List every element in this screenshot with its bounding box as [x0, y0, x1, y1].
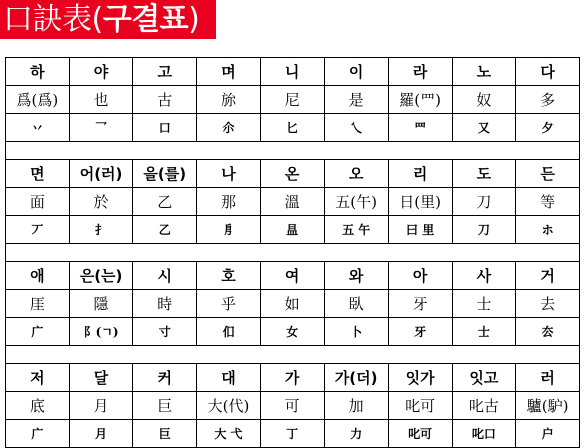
hanja-cell: 尼: [260, 86, 324, 114]
korean-reading-cell: 아: [388, 262, 452, 290]
gugyeol-symbol-cell: 大 弋: [197, 420, 261, 448]
hanja-cell: 多: [516, 86, 580, 114]
korean-reading-cell: 라: [388, 58, 452, 86]
hanja-cell: 可: [260, 392, 324, 420]
gugyeol-symbol-cell: 阝(ㄱ): [69, 318, 133, 346]
korean-reading-cell: 리: [388, 160, 452, 188]
gugyeol-symbol-cell: 丷: [6, 114, 70, 142]
korean-reading-cell: 가: [260, 364, 324, 392]
hanja-cell: 驢(馿): [516, 392, 580, 420]
gugyeol-table-body: [6, 58, 580, 448]
korean-reading-cell: 고: [133, 58, 197, 86]
hanja-cell: 臥: [324, 290, 388, 318]
hanja-cell: 牙: [388, 290, 452, 318]
korean-reading-cell: 대: [197, 364, 261, 392]
korean-row: [6, 364, 580, 392]
hanja-cell: 巨: [133, 392, 197, 420]
gugyeol-symbol-cell: 罒: [388, 114, 452, 142]
hanja-cell: 等: [516, 188, 580, 216]
hanja-cell: 加: [324, 392, 388, 420]
gugyeol-row: [6, 114, 580, 142]
hanja-cell: 乎: [197, 290, 261, 318]
hanja-cell: 旀: [197, 86, 261, 114]
section-divider-row: [6, 244, 580, 262]
hanja-cell: 厓: [6, 290, 70, 318]
korean-row: [6, 262, 580, 290]
gugyeol-table: [5, 57, 580, 448]
korean-reading-cell: 다: [516, 58, 580, 86]
korean-reading-cell: 노: [452, 58, 516, 86]
korean-reading-cell: 며: [197, 58, 261, 86]
korean-row: [6, 160, 580, 188]
korean-reading-cell: 저: [6, 364, 70, 392]
korean-reading-cell: 도: [452, 160, 516, 188]
gugyeol-symbol-cell: 曰 里: [388, 216, 452, 244]
hanja-cell: 士: [452, 290, 516, 318]
gugyeol-symbol-cell: 寸: [133, 318, 197, 346]
hanja-row: [6, 392, 580, 420]
hanja-cell: 如: [260, 290, 324, 318]
hanja-cell: 底: [6, 392, 70, 420]
hanja-cell: 也: [69, 86, 133, 114]
hanja-row: [6, 290, 580, 318]
korean-reading-cell: 을(를): [133, 160, 197, 188]
hanja-cell: 五(午): [324, 188, 388, 216]
gugyeol-symbol-cell: 尒: [197, 114, 261, 142]
korean-reading-cell: 애: [6, 262, 70, 290]
title-hanja: 口訣表(: [3, 2, 103, 37]
hanja-cell: 刀: [452, 188, 516, 216]
gugyeol-symbol-cell: 月: [69, 420, 133, 448]
korean-reading-cell: 온: [260, 160, 324, 188]
korean-reading-cell: 어(러): [69, 160, 133, 188]
hanja-cell: 時: [133, 290, 197, 318]
hanja-row: [6, 188, 580, 216]
korean-row: [6, 58, 580, 86]
korean-reading-cell: 은(는): [69, 262, 133, 290]
hanja-cell: 日(里): [388, 188, 452, 216]
korean-reading-cell: 사: [452, 262, 516, 290]
title-korean: 구결표: [102, 2, 189, 37]
korean-reading-cell: 커: [133, 364, 197, 392]
korean-reading-cell: 잇가: [388, 364, 452, 392]
hanja-cell: 溫: [260, 188, 324, 216]
korean-reading-cell: 면: [6, 160, 70, 188]
gugyeol-symbol-cell: 丆: [6, 216, 70, 244]
section-divider-cell: [6, 346, 580, 364]
hanja-cell: 是: [324, 86, 388, 114]
hanja-cell: 大(代): [197, 392, 261, 420]
gugyeol-symbol-cell: 口: [133, 114, 197, 142]
gugyeol-row: [6, 318, 580, 346]
gugyeol-symbol-cell: 乙: [133, 216, 197, 244]
gugyeol-symbol-cell: 广: [6, 318, 70, 346]
gugyeol-symbol-cell: 力: [324, 420, 388, 448]
hanja-cell: 叱可: [388, 392, 452, 420]
hanja-cell: 月: [69, 392, 133, 420]
hanja-cell: 叱古: [452, 392, 516, 420]
hanja-cell: 乙: [133, 188, 197, 216]
korean-reading-cell: 달: [69, 364, 133, 392]
gugyeol-symbol-cell: 乛: [69, 114, 133, 142]
korean-reading-cell: 러: [516, 364, 580, 392]
gugyeol-symbol-cell: 叱口: [452, 420, 516, 448]
hanja-row: [6, 86, 580, 114]
section-divider-row: [6, 142, 580, 160]
gugyeol-symbol-cell: 叱可: [388, 420, 452, 448]
section-divider-row: [6, 346, 580, 364]
gugyeol-symbol-cell: 㐆: [197, 216, 261, 244]
hanja-cell: 奴: [452, 86, 516, 114]
korean-reading-cell: 호: [197, 262, 261, 290]
hanja-cell: 隱: [69, 290, 133, 318]
korean-reading-cell: 여: [260, 262, 324, 290]
gugyeol-symbol-cell: 牙: [388, 318, 452, 346]
gugyeol-symbol-cell: 匕: [260, 114, 324, 142]
korean-reading-cell: 니: [260, 58, 324, 86]
section-divider-cell: [6, 244, 580, 262]
korean-reading-cell: 잇고: [452, 364, 516, 392]
korean-reading-cell: 시: [133, 262, 197, 290]
korean-reading-cell: 오: [324, 160, 388, 188]
section-divider-cell: [6, 142, 580, 160]
hanja-cell: 古: [133, 86, 197, 114]
gugyeol-symbol-cell: 刀: [452, 216, 516, 244]
gugyeol-symbol-cell: 又: [452, 114, 516, 142]
gugyeol-symbol-cell: 乀: [324, 114, 388, 142]
korean-reading-cell: 와: [324, 262, 388, 290]
gugyeol-symbol-cell: ホ: [516, 216, 580, 244]
gugyeol-symbol-cell: 女: [260, 318, 324, 346]
korean-reading-cell: 야: [69, 58, 133, 86]
gugyeol-symbol-cell: 丁: [260, 420, 324, 448]
korean-reading-cell: 하: [6, 58, 70, 86]
gugyeol-symbol-cell: 士: [452, 318, 516, 346]
page-title: [0, 0, 216, 39]
gugyeol-row: [6, 216, 580, 244]
korean-reading-cell: 거: [516, 262, 580, 290]
gugyeol-symbol-cell: 昷: [260, 216, 324, 244]
korean-reading-cell: 가(더): [324, 364, 388, 392]
hanja-cell: 爲(爲): [6, 86, 70, 114]
gugyeol-symbol-cell: 厺: [516, 318, 580, 346]
gugyeol-symbol-cell: 㐰: [197, 318, 261, 346]
hanja-cell: 於: [69, 188, 133, 216]
gugyeol-symbol-cell: 巨: [133, 420, 197, 448]
hanja-cell: 面: [6, 188, 70, 216]
gugyeol-row: [6, 420, 580, 448]
gugyeol-symbol-cell: 卜: [324, 318, 388, 346]
hanja-cell: 那: [197, 188, 261, 216]
korean-reading-cell: 이: [324, 58, 388, 86]
korean-reading-cell: 나: [197, 160, 261, 188]
hanja-cell: 去: [516, 290, 580, 318]
gugyeol-symbol-cell: 扌: [69, 216, 133, 244]
korean-reading-cell: 든: [516, 160, 580, 188]
hanja-cell: 羅(罒): [388, 86, 452, 114]
gugyeol-symbol-cell: 广: [6, 420, 70, 448]
gugyeol-symbol-cell: 户: [516, 420, 580, 448]
gugyeol-symbol-cell: 五 午: [324, 216, 388, 244]
title-close-paren: ): [188, 2, 200, 37]
gugyeol-symbol-cell: 夕: [516, 114, 580, 142]
